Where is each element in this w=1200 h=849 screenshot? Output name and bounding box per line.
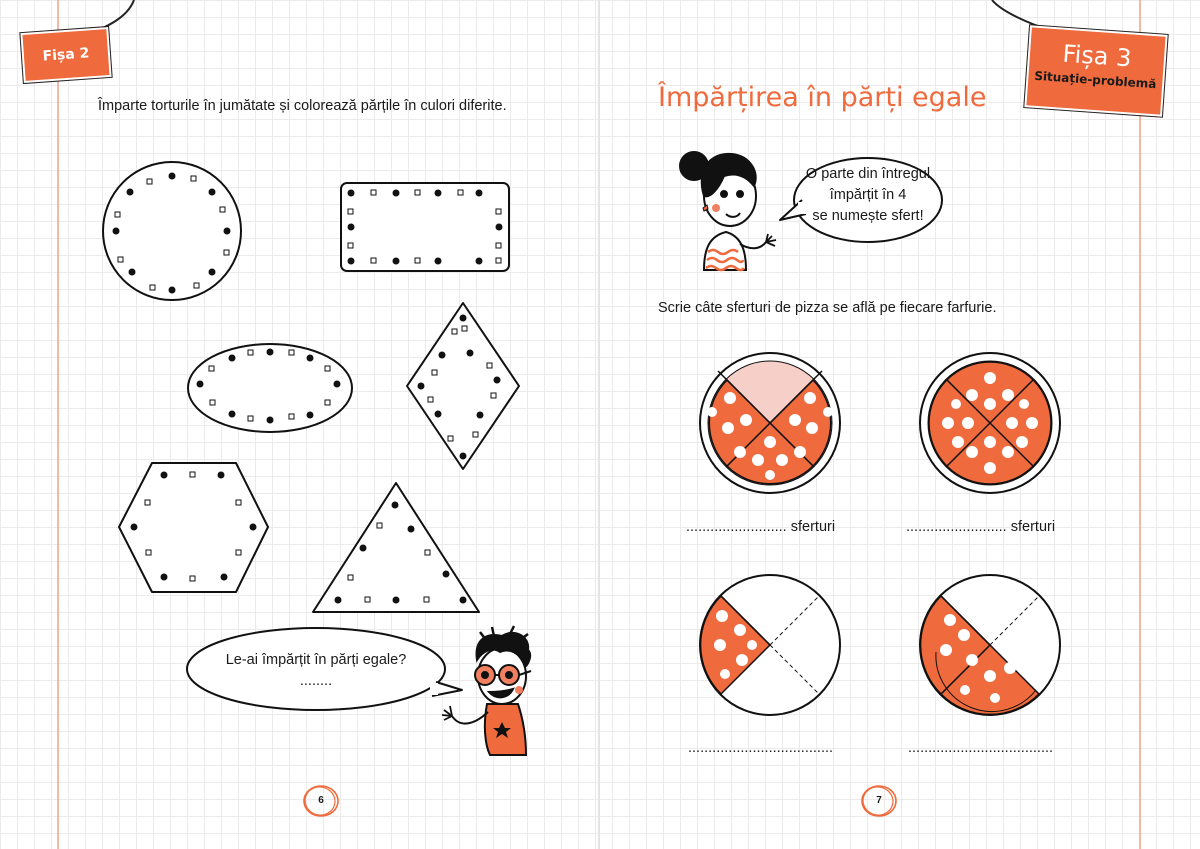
right-page-art [600, 0, 1200, 849]
page-number-left: 6 [318, 795, 324, 806]
pizza-answer-4-blank[interactable]: .................................... [908, 740, 1054, 756]
worksheet-tag-right-subtitle: Situație-problemă [1033, 68, 1157, 92]
page-number-right: 7 [876, 795, 882, 806]
pizza-answer-3[interactable] [688, 740, 833, 756]
rhombus-cake[interactable] [407, 303, 519, 469]
right-speech-bubble [800, 164, 936, 227]
left-instruction: Împarte torturile în jumătate și colorează părțile în culori diferite. [98, 98, 507, 114]
left-bubble-question: Le-ai împărțit în părți egale? [225, 652, 407, 668]
pizza-answer-1-blank[interactable]: ......................... [686, 519, 787, 535]
pizza-answer-4[interactable] [908, 740, 1053, 756]
worksheet-tag-left-label: Fișa 2 [42, 45, 90, 65]
hexagon-cake[interactable] [119, 463, 268, 592]
right-instruction: Scrie câte sferturi de pizza se află pe fiecare farfurie. [658, 300, 997, 316]
pizza-answer-2-unit: sferturi [1010, 519, 1056, 535]
circle-cake[interactable] [103, 162, 241, 300]
pizza-plate-1 [700, 353, 840, 493]
oval-cake[interactable] [188, 344, 352, 432]
pizza-plate-2 [920, 353, 1060, 493]
worksheet-tag-right-title: Fișa 3 [1061, 39, 1133, 73]
triangle-cake[interactable] [313, 483, 479, 612]
pizza-answer-1-unit: sferturi [790, 519, 836, 535]
pizza-plate-3 [700, 575, 840, 715]
pizza-answer-2[interactable] [906, 519, 1055, 535]
right-bubble-line-3: se numește sfert! [812, 208, 924, 224]
girl-character-icon [680, 152, 776, 270]
page-heading: Împărțirea în părți egale [658, 82, 987, 113]
left-bubble-answer-blank[interactable]: ........ [299, 673, 333, 689]
right-bubble-line-1: O parte din întregul [805, 166, 931, 182]
pizza-answer-2-blank[interactable]: ......................... [906, 519, 1007, 535]
rectangle-cake[interactable] [341, 183, 509, 271]
pizza-answer-3-blank[interactable]: .................................... [688, 740, 834, 756]
left-speech-bubble [196, 650, 436, 692]
pizza-answer-1[interactable] [686, 519, 835, 535]
pizza-plate-4 [920, 575, 1060, 715]
right-bubble-line-2: împărțit în 4 [829, 187, 907, 203]
